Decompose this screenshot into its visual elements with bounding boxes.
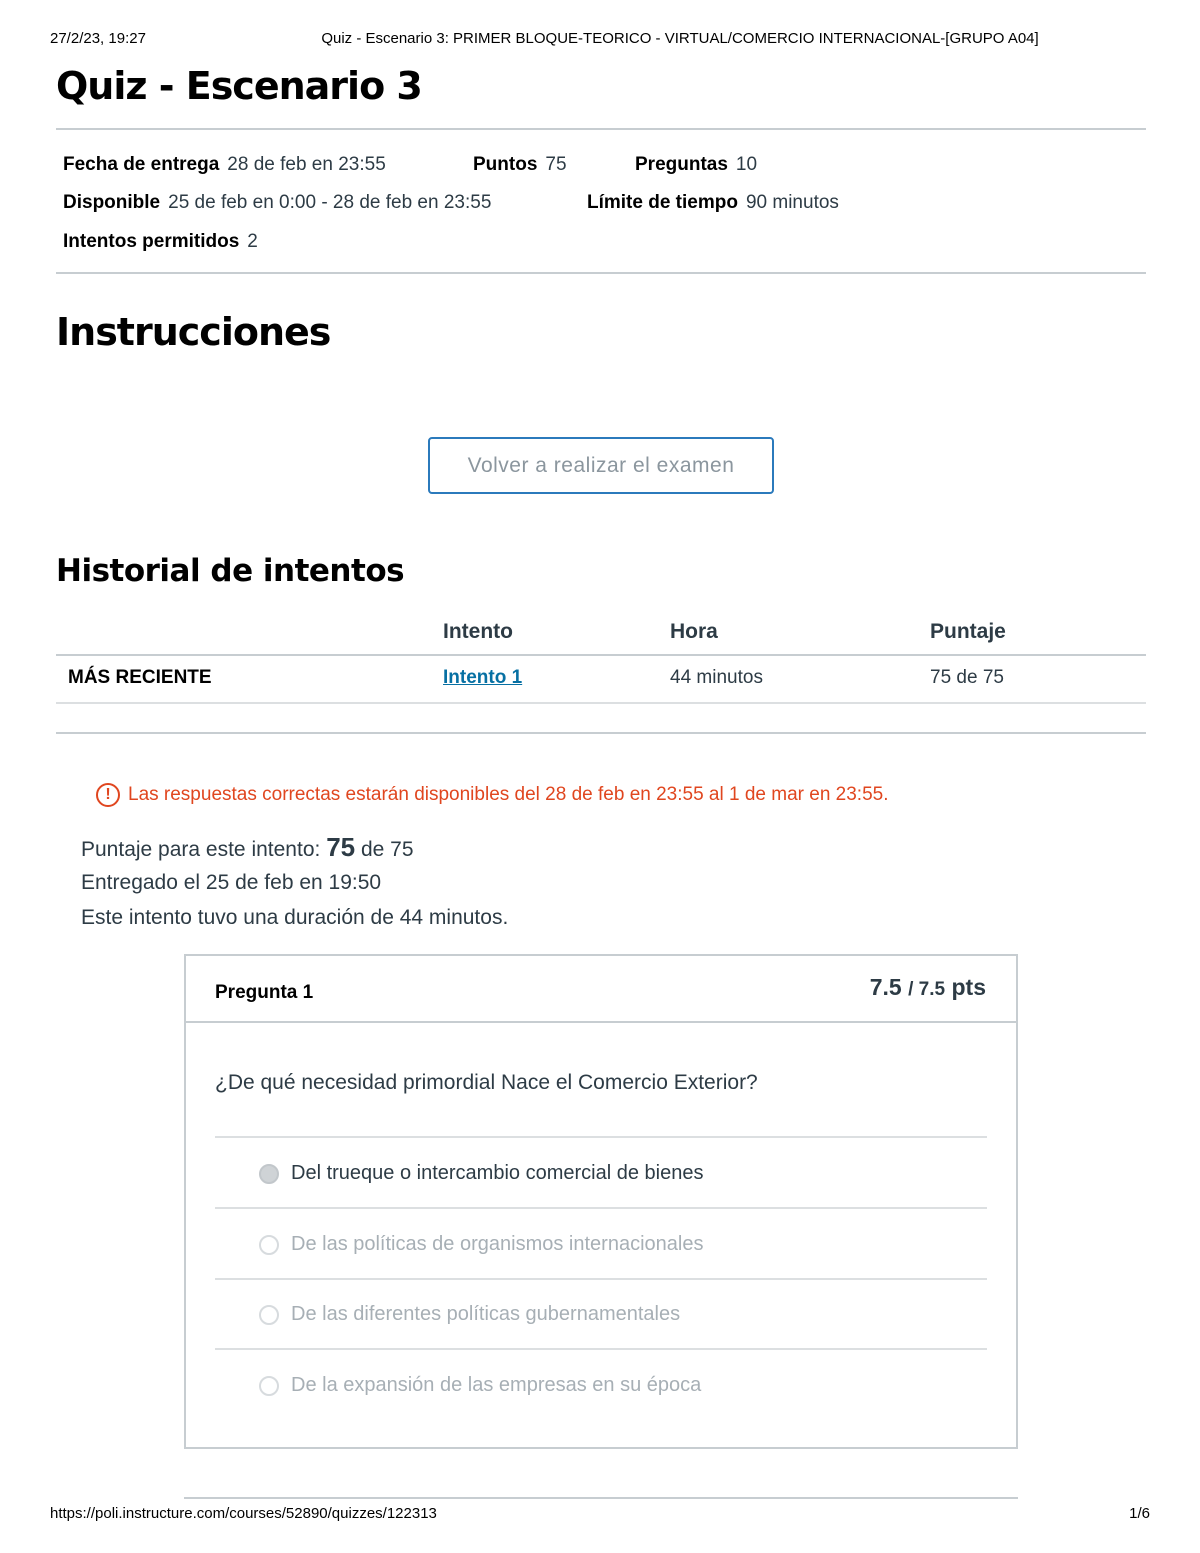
print-header xyxy=(50,30,1150,50)
retake-quiz-button[interactable]: Volver a realizar el examen xyxy=(428,437,774,494)
divider xyxy=(56,128,1146,130)
points-earned: 7.5 xyxy=(869,974,902,1000)
due-date-value: 28 de feb en 23:55 xyxy=(227,154,386,175)
page-title: Quiz - Escenario 3 xyxy=(56,64,422,108)
answer-divider xyxy=(215,1207,987,1209)
question-name: Pregunta 1 xyxy=(215,982,314,1003)
radio-selected-icon xyxy=(259,1164,279,1184)
attempts-label: Intentos permitidos xyxy=(63,231,240,252)
answer-text: Del trueque o intercambio comercial de bienes xyxy=(291,1162,704,1184)
print-date: 27/2/23, 19:27 xyxy=(50,30,146,47)
row-label-most-recent: MÁS RECIENTE xyxy=(68,667,212,688)
attempts-value: 2 xyxy=(247,231,258,252)
due-date xyxy=(63,154,386,176)
time-limit xyxy=(587,192,839,214)
table-header-divider xyxy=(56,654,1146,656)
answer-option xyxy=(259,1233,703,1256)
table-row-divider xyxy=(56,702,1146,704)
time-limit-value: 90 minutos xyxy=(745,192,839,213)
answer-option xyxy=(259,1374,701,1397)
availability xyxy=(63,192,491,214)
answer-divider xyxy=(215,1348,987,1350)
available-value: 25 de feb en 0:00 - 28 de feb en 23:55 xyxy=(168,192,492,213)
page-number: 1/6 xyxy=(1129,1505,1150,1522)
answer-divider xyxy=(215,1278,987,1280)
print-url: https://poli.instructure.com/courses/52890/quizzes/122313 xyxy=(50,1505,437,1522)
answer-text: De las diferentes políticas gubernamentales xyxy=(291,1303,681,1325)
submitted-date: Entregado el 25 de feb en 19:50 xyxy=(81,871,382,894)
points-total: / 7.5 xyxy=(908,979,946,1000)
radio-empty-icon xyxy=(259,1376,279,1396)
attempt-score: 75 de 75 xyxy=(930,667,1004,688)
answer-option xyxy=(259,1303,680,1326)
divider xyxy=(56,272,1146,274)
score-prefix: Puntaje para este intento: xyxy=(81,838,321,861)
divider xyxy=(56,732,1146,734)
divider xyxy=(184,1497,1018,1499)
answer-text: De la expansión de las empresas en su época xyxy=(291,1374,702,1396)
radio-empty-icon xyxy=(259,1305,279,1325)
attempt-1-link[interactable]: Intento 1 xyxy=(443,667,523,688)
column-header-time: Hora xyxy=(670,620,718,643)
question-header xyxy=(186,956,1016,1023)
due-date-label: Fecha de entrega xyxy=(63,154,220,175)
question-points xyxy=(870,974,986,1001)
questions-label: Preguntas xyxy=(635,154,728,175)
allowed-attempts xyxy=(63,231,258,253)
radio-empty-icon xyxy=(259,1235,279,1255)
question-card xyxy=(184,954,1018,1449)
available-label: Disponible xyxy=(63,192,161,213)
points-value: 75 xyxy=(545,154,567,175)
column-header-attempt: Intento xyxy=(443,620,513,643)
print-doc-title: Quiz - Escenario 3: PRIMER BLOQUE-TEORICO - VIRTUAL/COMERCIO INTERNACIONAL-[GRUPO A04] xyxy=(321,30,1039,47)
alert-text: Las respuestas correctas estarán disponibles del 28 de feb en 23:55 al 1 de mar en 23:55. xyxy=(128,784,889,805)
points xyxy=(473,154,567,176)
questions-count xyxy=(635,154,757,176)
column-header-score: Puntaje xyxy=(930,620,1006,643)
instructions-heading: Instrucciones xyxy=(56,310,331,354)
answer-divider xyxy=(215,1136,987,1138)
points-unit: pts xyxy=(951,974,986,1000)
attempt-score-line xyxy=(81,832,414,863)
answer-option xyxy=(259,1162,703,1185)
attempt-duration: Este intento tuvo una duración de 44 minutos. xyxy=(81,906,509,929)
question-text: ¿De qué necesidad primordial Nace el Comercio Exterior? xyxy=(215,1071,758,1094)
points-label: Puntos xyxy=(473,154,538,175)
attempt-history-heading: Historial de intentos xyxy=(56,553,405,589)
warning-icon: ! xyxy=(96,783,120,807)
answers-availability-alert xyxy=(96,783,889,807)
questions-value: 10 xyxy=(735,154,758,175)
score-value: 75 xyxy=(326,832,356,862)
answer-text: De las políticas de organismos internacionales xyxy=(291,1233,704,1255)
time-limit-label: Límite de tiempo xyxy=(587,192,738,213)
score-suffix: de 75 xyxy=(360,838,414,861)
print-footer xyxy=(50,1505,1150,1525)
attempt-time: 44 minutos xyxy=(670,667,763,688)
